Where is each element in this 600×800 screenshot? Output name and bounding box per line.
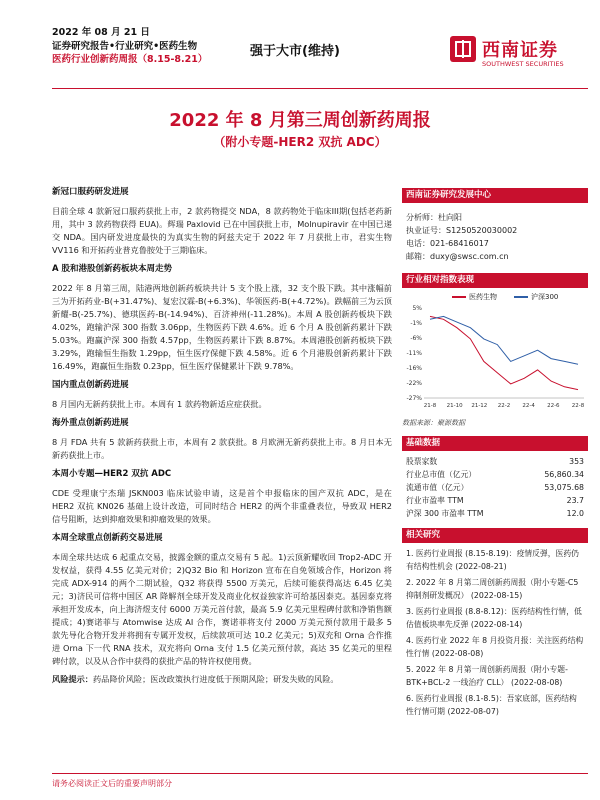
research-center-title: 西南证券研究发展中心 xyxy=(402,188,588,203)
related-research-item[interactable]: 3. 医药行业周报 (8.8-8.12)：医药结构性行情，低估值板块率先反弹 (2022-08-14) xyxy=(406,607,582,629)
related-research-item[interactable]: 2. 2022 年 8 月第二周创新药周报（附小专题-C5 抑制剂研发概况） (2022-08-15) xyxy=(406,578,579,600)
x-tick-label: 22-8 xyxy=(571,403,585,409)
logo-name-en: SOUTHWEST SECURITIES xyxy=(482,60,564,68)
related-research-item[interactable]: 1. 医药行业周报 (8.15-8.19)：疫情反弹，医药仍有结构性机会 (2022-08-21) xyxy=(406,549,579,571)
analyst-name: 分析师：杜向阳 xyxy=(406,213,462,222)
report-category: 证券研究报告•行业研究•医药生物 xyxy=(52,40,198,52)
report-date: 2022 年 08 月 21 日 xyxy=(52,27,150,38)
legend-item-pharma xyxy=(452,292,497,302)
rating: 强于大市(维持) xyxy=(250,44,340,59)
chart-title: 行业相对指数表现 xyxy=(402,273,588,288)
related-research-item[interactable]: 5. 2022 年 8 月第一周创新药周报（附小专题-BTK+BCL-2 一线治疗 CLL） (2022-08-08) xyxy=(406,665,568,687)
risk-label: 风险提示： xyxy=(52,674,93,684)
basic-data-value: 56,860.34 xyxy=(544,470,584,479)
basic-data-row xyxy=(402,455,588,468)
basic-data-value: 12.0 xyxy=(566,509,584,518)
basic-data-title: 基础数据 xyxy=(402,436,588,451)
y-tick-label: -16% xyxy=(406,365,422,372)
basic-data-label: 行业市盈率 TTM xyxy=(406,496,464,505)
page-title: 2022 年 8 月第三周创新药周报 xyxy=(169,110,431,131)
legend-item-hs300 xyxy=(514,292,558,302)
basic-data-label: 流通市值（亿元） xyxy=(406,483,469,492)
legend-label: 医药生物 xyxy=(469,293,497,301)
basic-data-row xyxy=(402,507,588,520)
basic-data-value: 53,075.68 xyxy=(544,483,584,492)
y-tick-label: -6% xyxy=(410,335,422,342)
basic-data-label: 沪深 300 市盈率 TTM xyxy=(406,509,484,518)
section-heading: 本周小专题—HER2 双抗 ADC xyxy=(52,469,172,479)
y-tick-label: -1% xyxy=(410,320,422,327)
analyst-email[interactable]: 邮箱：duxy@swsc.com.cn xyxy=(406,252,509,261)
index-chart-block xyxy=(402,273,588,428)
footer-disclaimer: 请务必阅读正文后的重要声明部分 xyxy=(52,779,172,788)
analyst-license: 执业证号：S1250520030002 xyxy=(406,226,518,235)
x-tick-label: 22-6 xyxy=(547,403,560,409)
analyst-phone: 电话：021-68416017 xyxy=(406,239,489,248)
basic-data-label: 行业总市值（亿元） xyxy=(406,470,477,479)
risk-warning xyxy=(52,673,392,686)
section-paragraph: 8 月 FDA 共有 5 款新药获批上市，本周有 2 款获批。8 月欧洲无新药获批上市。8 月日本无新药获批上市。 xyxy=(52,437,392,460)
section-heading: 本周全球重点创新药交易进展 xyxy=(52,533,163,543)
section-heading: 国内重点创新药进展 xyxy=(52,380,129,390)
section-paragraph: CDE 受理康宁杰瑞 JSKN003 临床试验申请，这是首个申报临床的国产双抗 ADC，是在 HER2 双抗 KN026 基础上设计改造，可同时结合 HER2 的两个非重叠表位，导致双 HER2 信号阻断，达到抑瘤效果和抑瘤效果的效果。 xyxy=(52,488,392,524)
basic-data-row xyxy=(402,481,588,494)
section-paragraph: 目前全球 4 款新冠口服药获批上市，2 款药物提交 NDA，8 款药物处于临床III期(包括老药新用，其中 3 款药物获得 EUA)。辉瑞 Paxlovid 已在中国获批上市，Molnupiravir 在中国已递交 NDA。国内研发进度最快的为真实生物的阿兹夫定于 2022 年 7 月获批上市，君实生物 VV116 和开拓药业普克鲁胺处于三期临床。 xyxy=(52,206,392,255)
legend-label: 沪深300 xyxy=(531,293,559,301)
related-research-list xyxy=(402,543,588,718)
y-tick-label: -27% xyxy=(406,395,422,402)
analyst-info xyxy=(402,203,588,267)
x-tick-label: 22-4 xyxy=(522,403,535,409)
company-logo xyxy=(448,28,588,78)
main-content xyxy=(52,180,392,691)
x-tick-label: 22-2 xyxy=(497,403,511,409)
legend-swatch xyxy=(452,296,466,298)
x-tick-label: 21-8 xyxy=(423,403,437,409)
basic-data-table xyxy=(402,455,588,520)
section-heading: 海外重点创新药进展 xyxy=(52,418,129,428)
section-paragraph: 2022 年 8 月第三周，陆港两地创新药板块共计 5 支个股上涨，32 支个股下跌。其中涨幅前三为开拓药业-B(+31.47%)、复宏汉霖-B(+6.3%)、华领医药-B(+4.72%)。跌幅前三为云顶新耀-B(-25.7%)、德琪医药-B(-14.94%)、百济神州(-11.28%)。本周 A 股创新药板块下跌 4.02%，跑输沪深 300 指数 3.06pp，生物医药下跌 4.6%。近 6 个月 A 股创新药累计下跌 5.03%。跑赢沪深 300 指数 4.57pp，生物医药累计下跌 8.87%。本周港股创新药板块下跌 3.29%，跑输恒生指数 1.29pp，恒生医疗保健下跌 4.58%。近 6 个月港股创新药累计下跌 16.49%，跑赢恒生指数 0.23pp，恒生医疗保健累计下跌 9.78%。 xyxy=(52,283,392,371)
section-heading: 新冠口服药研发进展 xyxy=(52,187,129,197)
logo-mark-icon xyxy=(448,34,478,64)
related-research-item[interactable]: 6. 医药行业周报 (8.1-8.5)：吾家底部，医药结构性行情可期 (2022-08-07) xyxy=(406,694,577,716)
y-tick-label: 5% xyxy=(412,305,422,312)
footer-divider xyxy=(52,773,588,774)
logo-name-cn: 西南证券 xyxy=(482,40,558,61)
sidebar xyxy=(402,188,588,722)
section-paragraph: 本周全球共达成 6 起重点交易，披露金额的重点交易有 5 起。1)云顶新耀收回 Trop2-ADC 开发权益，获得 4.55 亿美元对价；2)Q32 Bio 和 Horizon 宣布在自免领域合作，Horizon 将完成 ADX-914 的两个二期试验，Q32 将获得 5500 万美元，后续可能获得高达 6.45 亿美元；3)济民可信将中国区 AR 降解剂全球开发及商业化权益独家许可给基因泰克。基因泰克将承担开发成本，向上海济煜支付 6000 万美元首付款，最高 5.9 亿美元里程碑付款和净销售额提成；4)赛诺菲与 Atomwise 达成 AI 合作，赛诺菲将支付 2000 万美元预付款用于最多 5 款先导化合物开发并将拥有专属开发权，后续款项可达 10.2 亿美元；5)双充和 Orna 合作推进 Orna 下一代 RNA 技术，双充将向 Orna 支付 1.5 亿美元预付款，高达 35 亿美元的里程碑付款，以及从合作中获得的获批产品的特许权使用费。 xyxy=(52,552,392,666)
basic-data-block xyxy=(402,436,588,520)
y-tick-label: -22% xyxy=(406,380,422,387)
y-tick-label: -11% xyxy=(406,350,422,357)
series-line xyxy=(430,316,578,364)
legend-swatch xyxy=(514,296,528,298)
section-paragraph: 8 月国内无新药获批上市。本周有 1 款药物新适应症获批。 xyxy=(52,399,267,409)
report-header-info xyxy=(52,26,207,67)
chart-legend xyxy=(402,288,588,304)
basic-data-row xyxy=(402,494,588,507)
section-heading: A 股和港股创新药板块本周走势 xyxy=(52,264,173,274)
x-tick-label: 21-12 xyxy=(471,403,488,409)
page-subtitle: （附小专题-HER2 双抗 ADC） xyxy=(213,135,387,149)
chart-source: 数据来源：聚源数据 xyxy=(402,419,465,427)
related-research-block xyxy=(402,528,588,718)
report-weekly-tag: 医药行业创新药周报（8.15-8.21） xyxy=(52,54,208,65)
header-divider xyxy=(52,88,588,89)
related-research-item[interactable]: 4. 医药行业 2022 年 8 月投资月报：关注医药结构性行情 (2022-08-08) xyxy=(406,636,584,658)
basic-data-value: 23.7 xyxy=(566,496,584,505)
basic-data-value: 353 xyxy=(569,457,584,466)
related-research-title: 相关研究 xyxy=(402,528,588,543)
x-tick-label: 21-10 xyxy=(446,403,463,409)
basic-data-row xyxy=(402,468,588,481)
relative-index-chart xyxy=(402,304,588,414)
basic-data-label: 股票家数 xyxy=(406,457,438,466)
risk-text: 药品降价风险；医改政策执行进度低于预期风险；研发失败的风险。 xyxy=(92,674,339,684)
